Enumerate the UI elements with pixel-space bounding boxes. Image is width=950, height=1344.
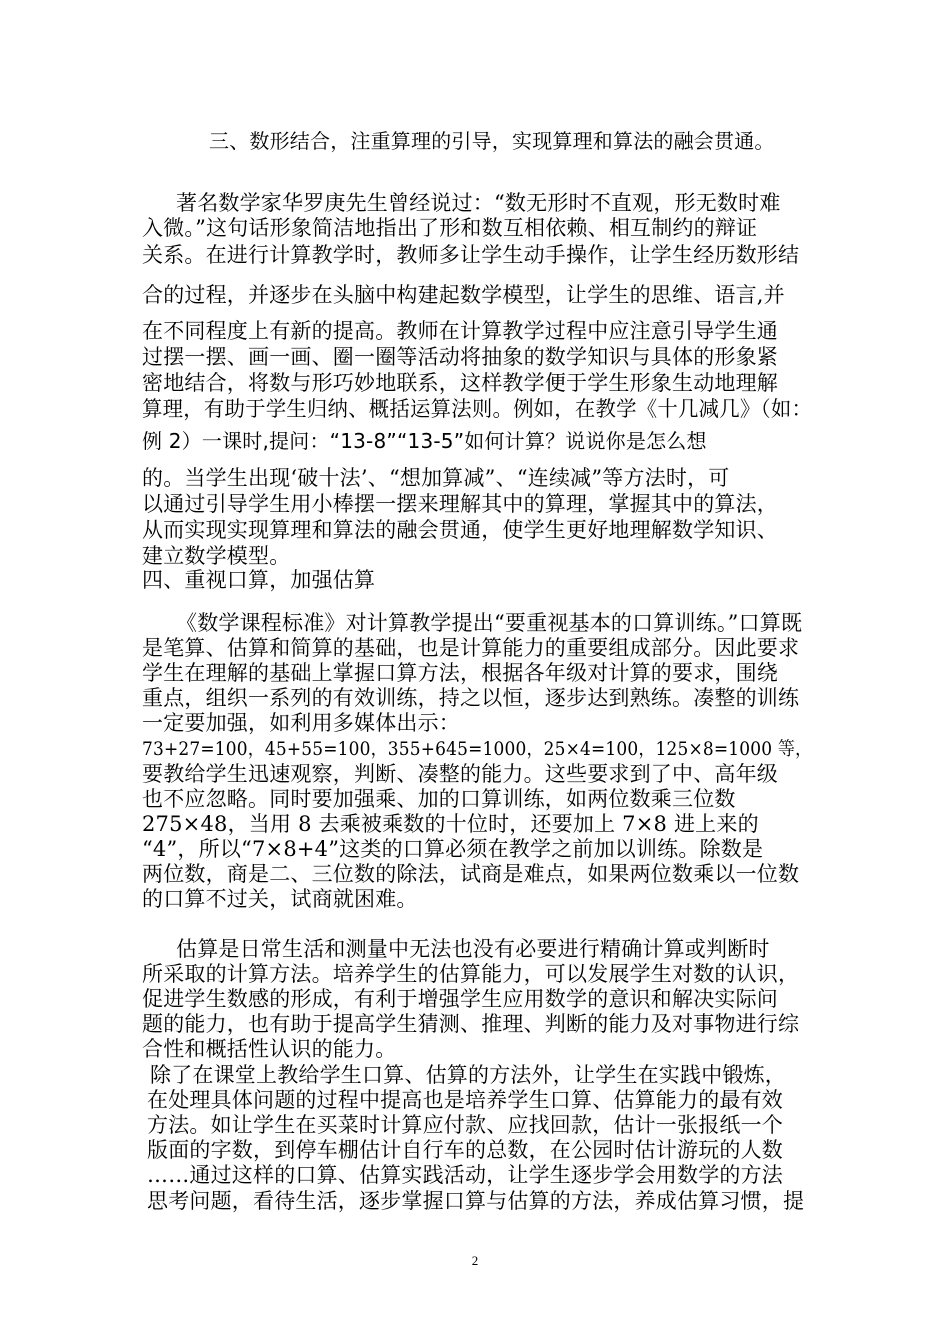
text-line: 过摆一摆、画一画、圈一圈等活动将抽象的数学知识与具体的形象紧 (142, 345, 778, 369)
text-line: 在不同程度上有新的提高。教师在计算教学过程中应注意引导学生通 (142, 319, 778, 343)
text-line: 题的能力，也有助于提高学生猜测、推理、判断的能力及对事物进行综 (142, 1012, 800, 1036)
text-line: 要教给学生迅速观察，判断、凑整的能力。这些要求到了中、高年级 (142, 762, 778, 786)
text-line: 《数学课程标准》对计算教学提出“要重视基本的口算训练。”口算既 (176, 611, 803, 635)
text-line: 也不应忽略。同时要加强乘、加的口算训练，如两位数乘三位数 (142, 787, 736, 811)
text-line: 的。当学生出现‘破十法’、“想加算减”、“连续减”等方法时，可 (142, 466, 730, 490)
heading-section-3: 三、数形结合，注重算理的引导，实现算理和算法的融会贯通。 (209, 129, 775, 153)
text-line: 建立数学模型。 (142, 544, 291, 568)
text-line: 例 2）一课时,提问：“13-8”“13-5”如何计算？说说你是怎么想 (142, 429, 707, 453)
text-line: 算理，有助于学生归纳、概括运算法则。例如，在教学《十几减几》（如： (142, 397, 813, 421)
text-line: 估算是日常生活和测量中无法也没有必要进行精确计算或判断时 (176, 937, 770, 961)
text-line: 除了在课堂上教给学生口算、估算的方法外，让学生在实践中锻炼， (150, 1063, 786, 1087)
text-line: 版面的字数，到停车棚估计自行车的总数，在公园时估计游玩的人数 (147, 1138, 783, 1162)
text-line: 从而实现实现算理和算法的融会贯通，使学生更好地理解数学知识、 (142, 518, 778, 542)
text-line: 学生在理解的基础上掌握口算方法，根据各年级对计算的要求，围绕 (142, 661, 778, 685)
text-line: 所采取的计算方法。培养学生的估算能力，可以发展学生对数的认识， (142, 962, 800, 986)
text-line: ……通过这样的口算、估算实践活动，让学生逐步学会用数学的方法 (147, 1163, 783, 1187)
text-line: 促进学生数感的形成，有利于增强学生应用数学的意识和解决实际问 (142, 987, 778, 1011)
text-line: 的口算不过关，试商就困难。 (142, 887, 418, 911)
text-line: 方法。如让学生在买菜时计算应付款、应找回款，估计一张报纸一个 (147, 1113, 783, 1137)
text-line: 合的过程，并逐步在头脑中构建起数学模型，让学生的思维、语言,并 (142, 283, 785, 307)
text-line: 以通过引导学生用小棒摆一摆来理解其中的算理，掌握其中的算法， (142, 492, 778, 516)
text-line: 思考问题，看待生活，逐步掌握口算与估算的方法，养成估算习惯，提 (147, 1189, 805, 1213)
text-line: 在处理具体问题的过程中提高也是培养学生口算、估算能力的最有效 (147, 1088, 783, 1112)
text-line: 两位数，商是二、三位数的除法，试商是难点，如果两位数乘以一位数 (142, 862, 800, 886)
heading-section-4: 四、重视口算，加强估算 (142, 568, 376, 592)
text-line: 密地结合，将数与形巧妙地联系，这样教学便于学生形象生动地理解 (142, 371, 778, 395)
text-line: 重点，组织一系列的有效训练，持之以恒，逐步达到熟练。凑整的训练 (142, 686, 800, 710)
text-line: 275×48，当用 8 去乘被乘数的十位时，还要加上 7×8 进上来的 (142, 812, 759, 836)
text-line: 一定要加强，如利用多媒体出示： (142, 711, 460, 735)
text-line: “4”，所以“7×8+4”这类的口算必须在教学之前加以训练。除数是 (142, 837, 764, 861)
text-line: 是笔算、估算和简算的基础，也是计算能力的重要组成部分。因此要求 (142, 636, 800, 660)
text-line: 入微。”这句话形象简洁地指出了形和数互相依赖、相互制约的辩证 (142, 216, 758, 240)
page-number: 2 (471, 1253, 479, 1268)
text-line: 合性和概括性认识的能力。 (142, 1037, 397, 1061)
text-line: 著名数学家华罗庚先生曾经说过：“数无形时不直观，形无数时难 (176, 191, 781, 215)
text-line: 关系。在进行计算教学时，教师多让学生动手操作，让学生经历数形结 (142, 243, 800, 267)
text-line: 73+27=100，45+55=100，355+645=1000，25×4=100，125×8=1000 等， (142, 739, 813, 760)
